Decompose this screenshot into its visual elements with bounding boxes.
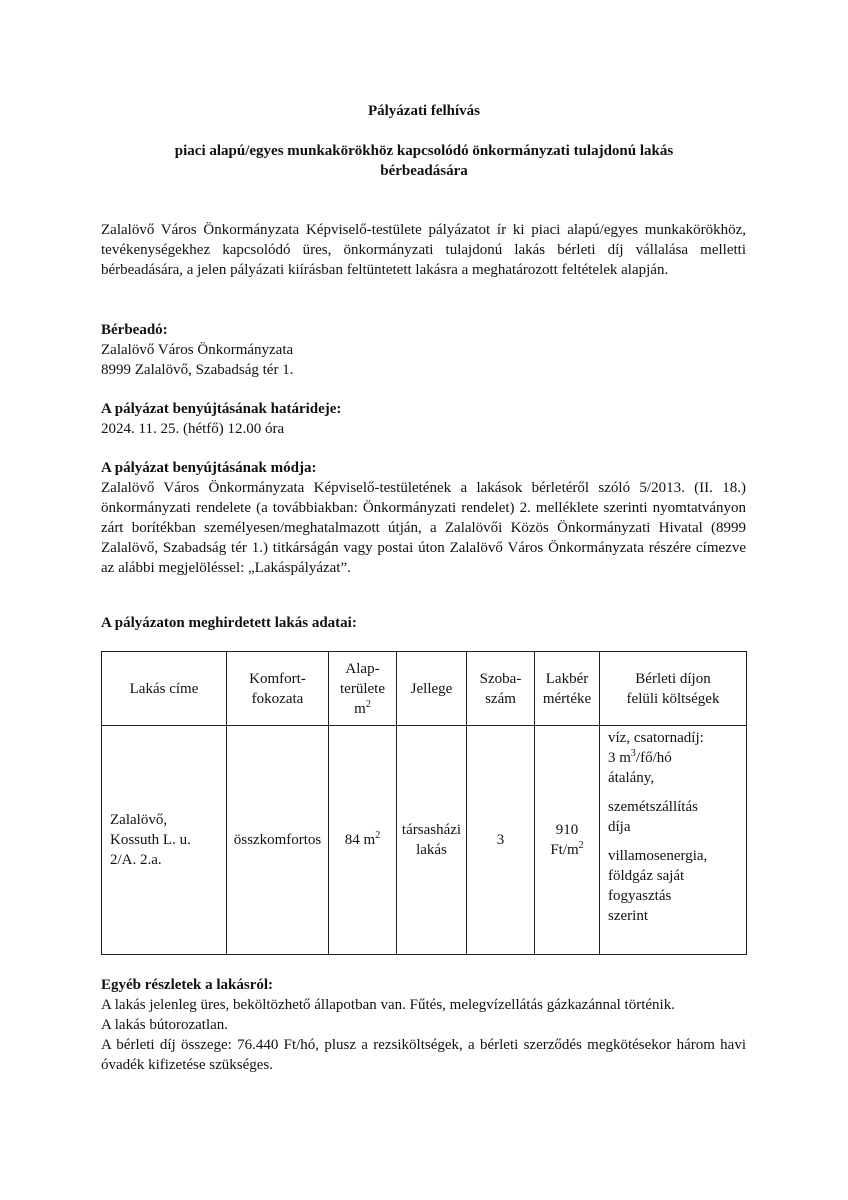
cell-rooms: 3 <box>467 726 535 955</box>
apartment-table <box>101 651 747 955</box>
table-row <box>102 726 747 955</box>
lessor-name: Zalalövő Város Önkormányzata <box>101 342 294 358</box>
cost-waste: szemétszállítás díja <box>608 799 698 835</box>
cell-address: Zalalövő, Kossuth L. u. 2/A. 2.a. <box>102 726 227 955</box>
lessor-section <box>101 320 746 380</box>
header-type: Jellege <box>397 652 467 726</box>
cell-costs <box>600 726 747 955</box>
table-header-row <box>102 652 747 726</box>
cell-comfort: összkomfortos <box>227 726 329 955</box>
lessor-address: 8999 Zalalövő, Szabadság tér 1. <box>101 362 294 378</box>
document-subtitle-line2: bérbeadására <box>380 163 468 179</box>
document-title: Pályázati felhívás <box>367 103 481 119</box>
details-heading: Egyéb részletek a lakásról: <box>101 977 274 993</box>
table-heading: A pályázaton meghirdetett lakás adatai: <box>101 615 357 631</box>
intro-paragraph: Zalalövő Város Önkormányzata Képviselő-testülete pályázatot ír ki piaci alapú/egyes munkakörökhöz, tevékenységekhez kapcsolódó üres, önkormányzati tulajdonú lakás bérleti díj vállalása melletti bérbeadására, a jelen pályázati kiírásban feltüntetett lakásra a meghatározott feltételek alapján. <box>101 222 746 278</box>
submission-section <box>101 458 746 578</box>
cost-water: víz, csatornadíj: 3 $m^3/fő/hó$ átalány, <box>608 730 704 786</box>
cell-area: 84 $m^2$ <box>329 726 397 955</box>
header-rent: Lakbér mértéke <box>535 652 600 726</box>
cost-energy: villamosenergia, földgáz saját fogyasztás szerint <box>608 848 708 924</box>
header-area: Alap- területe $m^2$ <box>329 652 397 726</box>
cell-type: társasházi lakás <box>397 726 467 955</box>
header-comfort: Komfort- fokozata <box>227 652 329 726</box>
deadline-heading: A pályázat benyújtásának határideje: <box>101 401 342 417</box>
deadline-value: 2024. 11. 25. (hétfő) 12.00 óra <box>101 421 285 437</box>
details-line3: A bérleti díj összege: 76.440 Ft/hó, plusz a rezsiköltségek, a bérleti szerződés megkötésekor három havi óvadék kifizetése szükséges. <box>101 1037 746 1073</box>
lessor-heading: Bérbeadó: <box>101 322 168 338</box>
details-section <box>101 975 746 1075</box>
details-line2: A lakás bútorozatlan. <box>101 1017 229 1033</box>
cell-rent: 910 $Ft/m^2$ <box>535 726 600 955</box>
header-rooms: Szoba- szám <box>467 652 535 726</box>
submission-text: Zalalövő Város Önkormányzata Képviselő-testületének a lakások bérletéről szóló 5/2013. (II. 18.) önkormányzati rendelete (a továbbiakban: Önkormányzati rendelet) 2. melléklete szerinti nyomtatványon zárt borítékban személyesen/meghatalmazott útján, a Zalalövői Közös Önkormányzati Hivatal (8999 Zalalövő, Szabadság tér 1.) titkárságán vagy postai úton Zalalövő Város Önkormányzata részére címezve az alábbi megjelöléssel: „Lakáspályázat”. <box>101 480 746 576</box>
document-subtitle-line1: piaci alapú/egyes munkakörökhöz kapcsolódó önkormányzati tulajdonú lakás <box>174 143 674 159</box>
details-line1: A lakás jelenleg üres, beköltözhető állapotban van. Fűtés, melegvízellátás gázkazánnal történik. <box>101 997 675 1013</box>
header-costs: Bérleti díjon felüli költségek <box>600 652 747 726</box>
submission-heading: A pályázat benyújtásának módja: <box>101 460 317 476</box>
header-address: Lakás címe <box>102 652 227 726</box>
deadline-section <box>101 399 746 439</box>
